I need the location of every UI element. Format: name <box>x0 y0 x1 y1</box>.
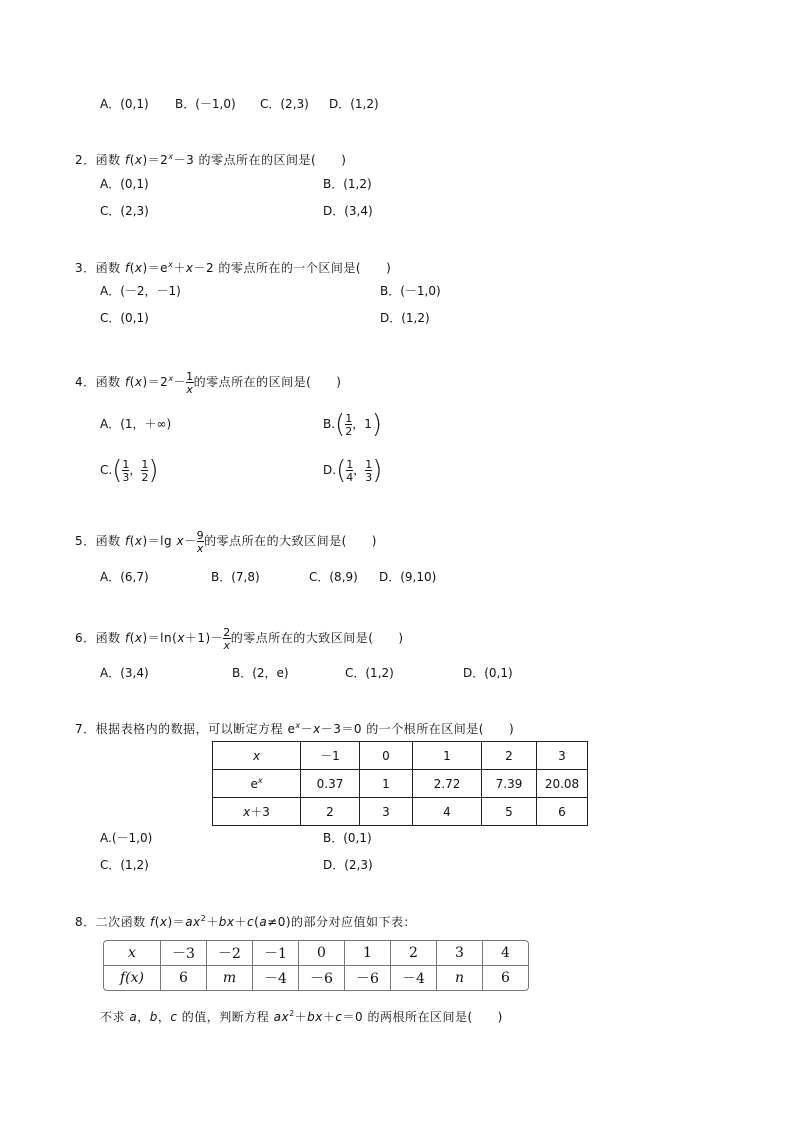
q3-option-c: C．(0,1) <box>100 311 149 325</box>
q6-option-c: C．(1,2) <box>345 666 394 680</box>
q2-option-b: B．(1,2) <box>323 177 372 191</box>
q7-option-a: A.(－1,0) <box>100 831 153 845</box>
table-row: x －1 0 1 2 3 <box>213 742 588 770</box>
q7-option-b: B．(0,1) <box>323 831 372 845</box>
q2-option-a: A．(0,1) <box>100 177 149 191</box>
table-row: x＋3 2 3 4 5 6 <box>213 798 588 826</box>
q5-option-c: C．(8,9) <box>309 570 358 584</box>
q7-data-table <box>212 741 588 826</box>
q1-option-a: A．(0,1) <box>100 97 149 111</box>
q4-fraction: $\frac{1}{x}$ <box>186 369 194 396</box>
q5-fraction: $\frac{9}{x}$ <box>196 528 205 555</box>
table-row: f(x) 6 m －4 －6 －6 －4 n 6 <box>104 966 528 990</box>
q5-option-d: D．(9,10) <box>379 570 437 584</box>
q5-option-a: A．(6,7) <box>100 570 149 584</box>
q2-option-d: D．(3,4) <box>323 204 373 218</box>
q6-stem: 6．函数 f(x)＝ln(x＋1)－ $\frac{2}{x}$ 的零点所在的大致区间是( ) <box>75 625 404 652</box>
q6-option-a: A．(3,4) <box>100 666 149 680</box>
q5-stem: 5．函数 f(x)＝lg x－ $\frac{9}{x}$ 的零点所在的大致区间是( ) <box>75 528 377 555</box>
q3-option-d: D．(1,2) <box>380 311 430 325</box>
q7-stem: 7．根据表格内的数据，可以断定方程 $e^x-x-3=0$ 的一个根所在区间是( ) <box>75 721 515 736</box>
q7-option-c: C．(1,2) <box>100 858 149 872</box>
q5-option-b: B．(7,8) <box>211 570 260 584</box>
q2-option-c: C．(2,3) <box>100 204 149 218</box>
q7-option-d: D．(2,3) <box>323 858 373 872</box>
q8-question-text: 不求 a，b，c 的值，判断方程 $ax^2+bx+c=0$ 的两根所在区间是( ) <box>100 1009 503 1024</box>
q6-option-b: B．(2，e) <box>232 666 289 680</box>
q1-option-c: C．(2,3) <box>260 97 309 111</box>
q4-option-c: C.( $\frac{1}{3}$ ， $\frac{1}{2}$ ) <box>100 455 159 486</box>
q6-fraction: $\frac{2}{x}$ <box>223 625 231 652</box>
q3-option-a: A．(－2，－1) <box>100 284 181 298</box>
q4-option-d: D.( $\frac{1}{4}$ ， $\frac{1}{3}$ ) <box>323 455 383 486</box>
q4-option-a: A．(1，＋∞) <box>100 417 172 431</box>
q3-option-b: B．(－1,0) <box>380 284 441 298</box>
q3-stem: 3．函数 $f(x)=e^x+x-2$ 的零点所在的一个区间是( ) <box>75 260 392 275</box>
q1-option-d: D．(1,2) <box>329 97 379 111</box>
q2-stem: 2．函数 $f(x)=2^x-3$ 的零点所在的区间是( ) <box>75 152 347 167</box>
q4-option-b: B.( $\frac{1}{2}$ ，1) <box>323 409 383 440</box>
q8-stem: 8．二次函数 $f(x)=ax^2+bx+c(a\ne 0)$的部分对应值如下表： <box>75 914 417 929</box>
q4-stem: 4．函数 $f(x)=2^x-$ $\frac{1}{x}$ 的零点所在的区间是( ) <box>75 369 342 396</box>
table-row: x －3 －2 －1 0 1 2 3 4 <box>104 941 528 966</box>
q1-option-b: B．(－1,0) <box>175 97 236 111</box>
q8-data-table <box>103 940 529 991</box>
table-row: $e^x$ 0.37 1 2.72 7.39 20.08 <box>213 770 588 798</box>
q6-option-d: D．(0,1) <box>463 666 513 680</box>
